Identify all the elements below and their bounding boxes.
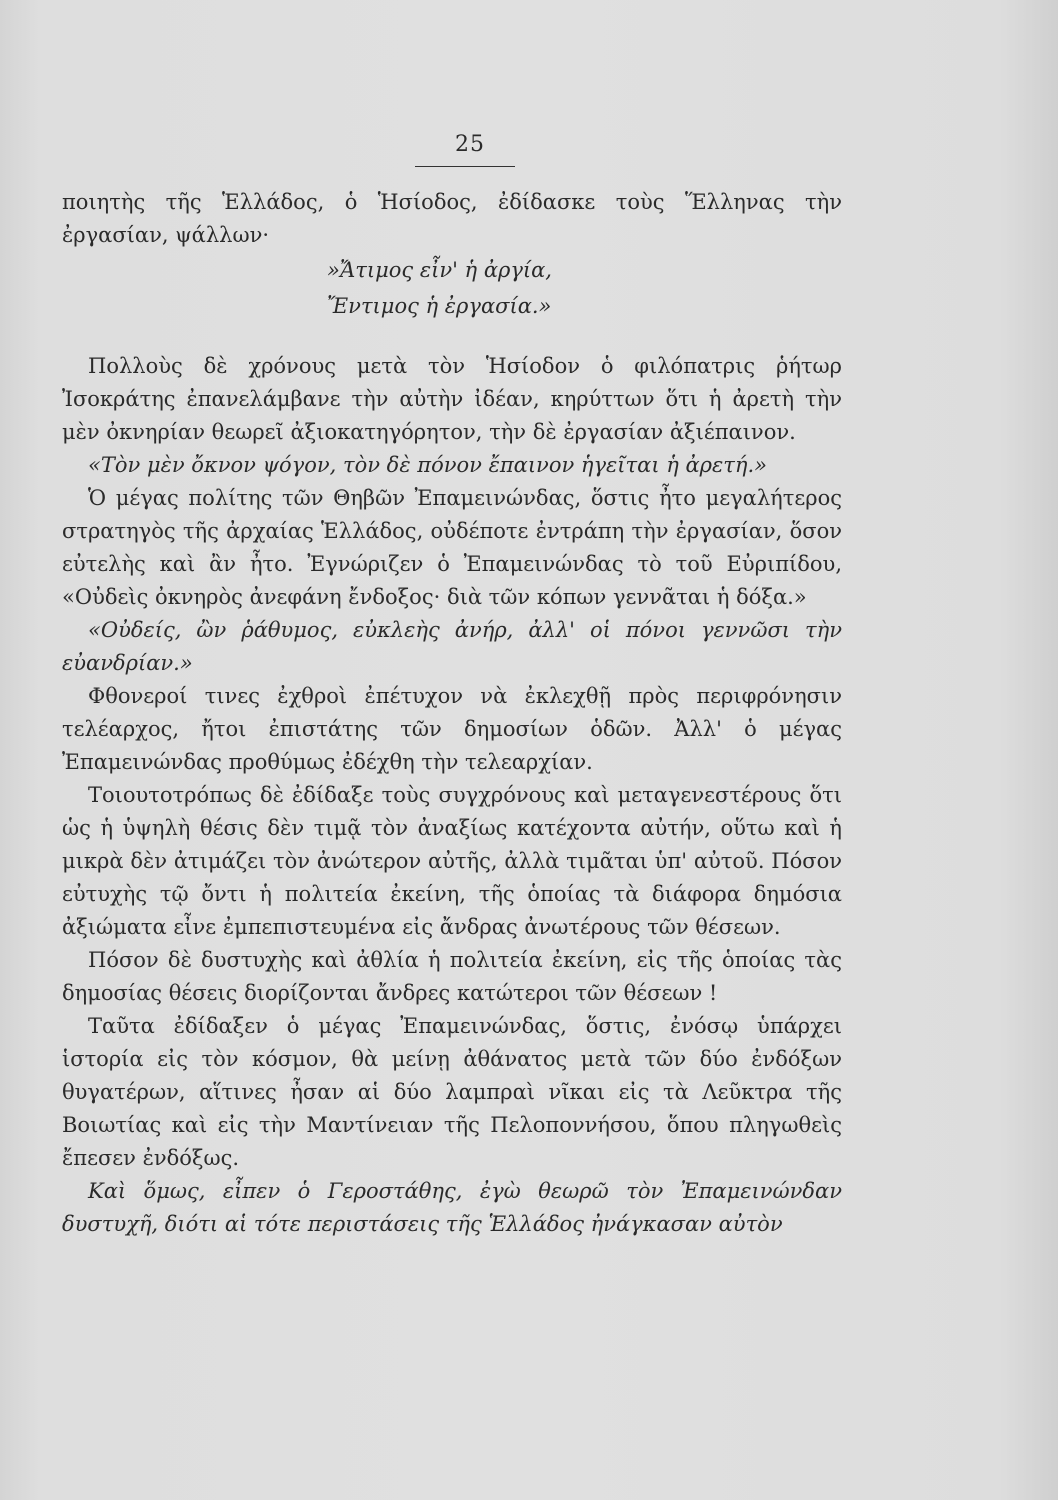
header-rule <box>415 166 515 167</box>
verse-line: »Ἄτιμος εἶν' ἡ ἀργία, <box>327 258 552 282</box>
spacer <box>62 324 842 350</box>
quote: «Οὐδείς, ὢν ῥάθυμος, εὐκλεὴς ἀνήρ, ἀλλ' οἱ πόνοι γεννῶσι τὴν εὐανδρίαν.» <box>62 618 842 675</box>
paragraph: Πόσον δὲ δυστυχὴς καὶ ἀθλία ἡ πολιτεία ἐκείνη, εἰς τῆς ὁποίας τὰς δημοσίας θέσεις διορίζονται ἄνδρες κατώτεροι τῶν θέσεων ! <box>62 948 842 1005</box>
paragraph: Ὁ μέγας πολίτης τῶν Θηβῶν Ἐπαμεινώνδας, ὅστις ἦτο μεγαλήτερος στρατηγὸς τῆς ἀρχαίας Ἑλλάδος, οὐδέποτε ἐντράπη τὴν ἐργασίαν, ὅσον εὐτελὴς καὶ ἂν ἦτο. Ἐγνώριζεν ὁ Ἐπαμεινώνδας τὸ τοῦ Εὐριπίδου, «Οὐδεὶς ὀκνηρὸς ἀνεφάνη ἔνδοξος· διὰ τῶν κόπων γεννᾶται ἡ δόξα.» <box>62 486 842 609</box>
verse-line: Ἔντιμος ἡ ἐργασία.» <box>327 294 552 318</box>
page-number: 25 <box>455 132 485 157</box>
paragraph: Ταῦτα ἐδίδαξεν ὁ μέγας Ἐπαμεινώνδας, ὅστις, ἐνόσῳ ὑπάρχει ἱστορία εἰς τὸν κόσμον, θὰ μείνῃ ἀθάνατος μετὰ τῶν δύο ἐνδόξων θυγατέρων, αἵτινες ἦσαν αἱ δύο λαμπραὶ νῖκαι εἰς τὰ Λεῦκτρα τῆς Βοιωτίας καὶ εἰς τὴν Μαντίνειαν τῆς Πελοποννήσου, ὅπου πληγωθεὶς ἔπεσεν ἐνδόξως. <box>62 1014 842 1170</box>
paragraph: Καὶ ὅμως, εἶπεν ὁ Γεροστάθης, ἐγὼ θεωρῶ τὸν Ἐπαμεινώνδαν δυστυχῆ, διότι αἱ τότε περιστάσεις τῆς Ἑλλάδος ἠνάγκασαν αὐτὸν <box>62 1179 842 1236</box>
paragraph: ποιητὴς τῆς Ἑλλάδος, ὁ Ἡσίοδος, ἐδίδασκε τοὺς Ἕλληνας τὴν ἐργασίαν, ψάλλων· <box>62 190 842 247</box>
body-text <box>62 186 842 1241</box>
paragraph: Φθονεροί τινες ἐχθροὶ ἐπέτυχον νὰ ἐκλεχθῇ πρὸς περιφρόνησιν τελέαρχος, ἤτοι ἐπιστάτης τῶν δημοσίων ὁδῶν. Ἀλλ' ὁ μέγας Ἐπαμεινώνδας προθύμως ἐδέχθη τὴν τελεαρχίαν. <box>62 684 842 774</box>
paragraph: Τοιουτοτρόπως δὲ ἐδίδαξε τοὺς συγχρόνους καὶ μεταγενεστέρους ὅτι ὡς ἡ ὑψηλὴ θέσις δὲν τιμᾷ τὸν ἀναξίως κατέχοντα αὐτήν, οὕτω καὶ ἡ μικρὰ δὲν ἀτιμάζει τὸν ἀνώτερον αὐτῆς, ἀλλὰ τιμᾶται ὑπ' αὐτοῦ. Πόσον εὐτυχὴς τῷ ὄντι ἡ πολιτεία ἐκείνη, τῆς ὁποίας τὰ διάφορα δημόσια ἀξιώματα εἶνε ἐμπεπιστευμένα εἰς ἄνδρας ἀνωτέρους τῶν θέσεων. <box>62 783 842 939</box>
paragraph: Πολλοὺς δὲ χρόνους μετὰ τὸν Ἡσίοδον ὁ φιλόπατρις ῥήτωρ Ἰσοκράτης ἐπανελάμβανε τὴν αὐτὴν ἰδέαν, κηρύττων ὅτι ἡ ἀρετὴ τὴν μὲν ὀκνηρίαν θεωρεῖ ἀξιοκατηγόρητον, τὴν δὲ ἐργασίαν ἀξιέπαινον. <box>62 354 842 444</box>
quote: «Τὸν μὲν ὄκνον ψόγον, τὸν δὲ πόνον ἔπαινον ἡγεῖται ἡ ἀρετή.» <box>88 453 768 477</box>
